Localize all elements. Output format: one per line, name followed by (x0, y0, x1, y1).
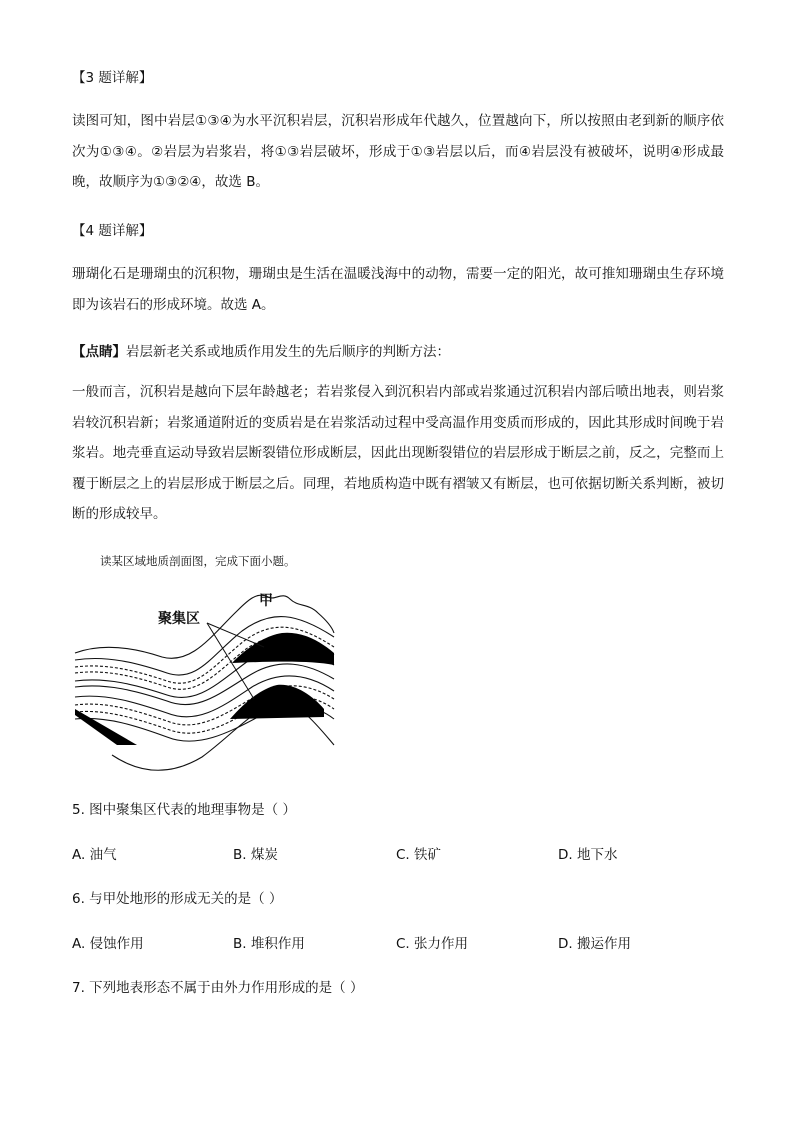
accumulation-lower (230, 685, 324, 719)
tip-label: 【点睛】 (72, 344, 126, 360)
q5-option-c[interactable]: C. 铁矿 (396, 847, 442, 863)
figure-intro: 读某区域地质剖面图，完成下面小题。 (100, 554, 296, 568)
q5-option-b[interactable]: B. 煤炭 (233, 847, 278, 863)
label-accumulation-zone: 聚集区 (158, 611, 200, 627)
q5-option-d[interactable]: D. 地下水 (558, 847, 618, 863)
q6-option-b[interactable]: B. 堆积作用 (233, 936, 305, 952)
tip-explanation: 一般而言，沉积岩是越向下层年龄越老；若岩浆侵入到沉积岩内部或岩浆通过沉积岩内部后喷出地表，则岩浆岩较沉积岩新；岩浆通道附近的变质岩是在岩浆活动过程中受高温作用变质而形成的，因此其形成时间晚于岩浆岩。地壳垂直运动导致岩层断裂错位形成断层，因此出现断裂错位的岩层形成于断层之前，反之，完整而上覆于断层之上的岩层形成于断层之后。同理，若地质构造中既有褶皱又有断层，也可依据切断关系判断，被切断的形成较早。 (72, 384, 724, 522)
tip-line (72, 340, 450, 360)
accumulation-left (75, 709, 137, 745)
question-7-stem: 7. 下列地表形态不属于由外力作用形成的是（ ） (72, 980, 364, 996)
q6-option-a[interactable]: A. 侵蚀作用 (72, 936, 144, 952)
label-jia: 甲 (259, 593, 273, 609)
q4-heading: 【4 题详解】 (72, 223, 153, 239)
q3-heading: 【3 题详解】 (72, 70, 153, 86)
question-5-stem: 5. 图中聚集区代表的地理事物是（ ） (72, 802, 296, 818)
accumulation-upper (232, 633, 334, 665)
q3-explanation: 读图可知，图中岩层①③④为水平沉积岩层，沉积岩形成年代越久，位置越向下，所以按照由老到新的顺序依次为①③④。②岩层为岩浆岩，将①③岩层破坏，形成于①③岩层以后，而④岩层没有被破坏，说明④形成最晚，故顺序为①③②④，故选 B。 (72, 113, 724, 190)
tip-title: 岩层新老关系或地质作用发生的先后顺序的判断方法： (126, 344, 450, 360)
q6-option-d[interactable]: D. 搬运作用 (558, 936, 631, 952)
geologic-section-drawing (72, 585, 342, 780)
q4-explanation: 珊瑚化石是珊瑚虫的沉积物，珊瑚虫是生活在温暖浅海中的动物，需要一定的阳光，故可推知珊瑚虫生存环境即为该岩石的形成环境。故选 A。 (72, 266, 724, 313)
question-6-stem: 6. 与甲处地形的形成无关的是（ ） (72, 891, 283, 907)
q6-option-c[interactable]: C. 张力作用 (396, 936, 469, 952)
geologic-section-figure (72, 585, 342, 784)
q5-option-a[interactable]: A. 油气 (72, 847, 117, 863)
